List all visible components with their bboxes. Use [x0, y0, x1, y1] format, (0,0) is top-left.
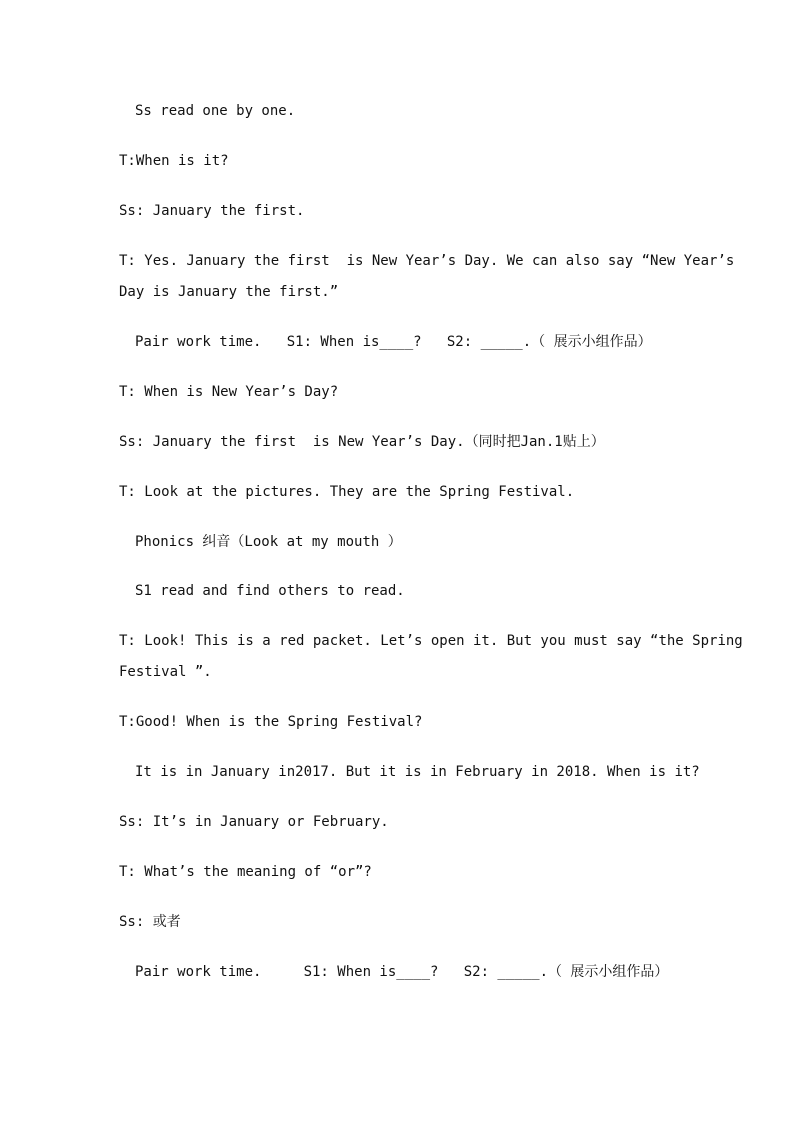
line-pair-work-2: Pair work time. S1: When is____? S2: _____.（ 展示小组作品） [135, 964, 669, 980]
line-t-look-at-pictures: T: Look at the pictures. They are the Spring Festival. [119, 484, 575, 500]
line-t-red-packet-2: Festival ”. [119, 664, 212, 680]
line-t-when-is-it: T:When is it? [119, 153, 229, 169]
line-t-new-years-day-1: T: Yes. January the first is New Year’s Day. We can also say “New Year’s [119, 253, 735, 269]
line-t-new-years-day-2: Day is January the first.” [119, 284, 339, 300]
line-phonics: Phonics 纠音（Look at my mouth ） [135, 534, 402, 550]
line-pair-work-1: Pair work time. S1: When is____? S2: _____.（ 展示小组作品） [135, 334, 652, 350]
line-ss-january-or-february: Ss: It’s in January or February. [119, 814, 389, 830]
line-t-when-spring-festival: T:Good! When is the Spring Festival? [119, 714, 423, 730]
line-ss-jan-first-answer: Ss: January the first is New Year’s Day.（同时把Jan.1贴上） [119, 434, 605, 450]
line-january-february: It is in January in2017. But it is in February in 2018. When is it? [135, 764, 700, 780]
line-ss-huozhe: Ss: 或者 [119, 914, 181, 930]
line-t-meaning-or: T: What’s the meaning of “or”? [119, 864, 372, 880]
line-t-red-packet-1: T: Look! This is a red packet. Let’s open it. But you must say “the Spring [119, 633, 743, 649]
line-t-when-new-years-day: T: When is New Year’s Day? [119, 384, 339, 400]
line-ss-january-first: Ss: January the first. [119, 203, 305, 219]
line-ss-read-one-by-one: Ss read one by one. [135, 103, 296, 119]
line-s1-read: S1 read and find others to read. [135, 583, 405, 599]
